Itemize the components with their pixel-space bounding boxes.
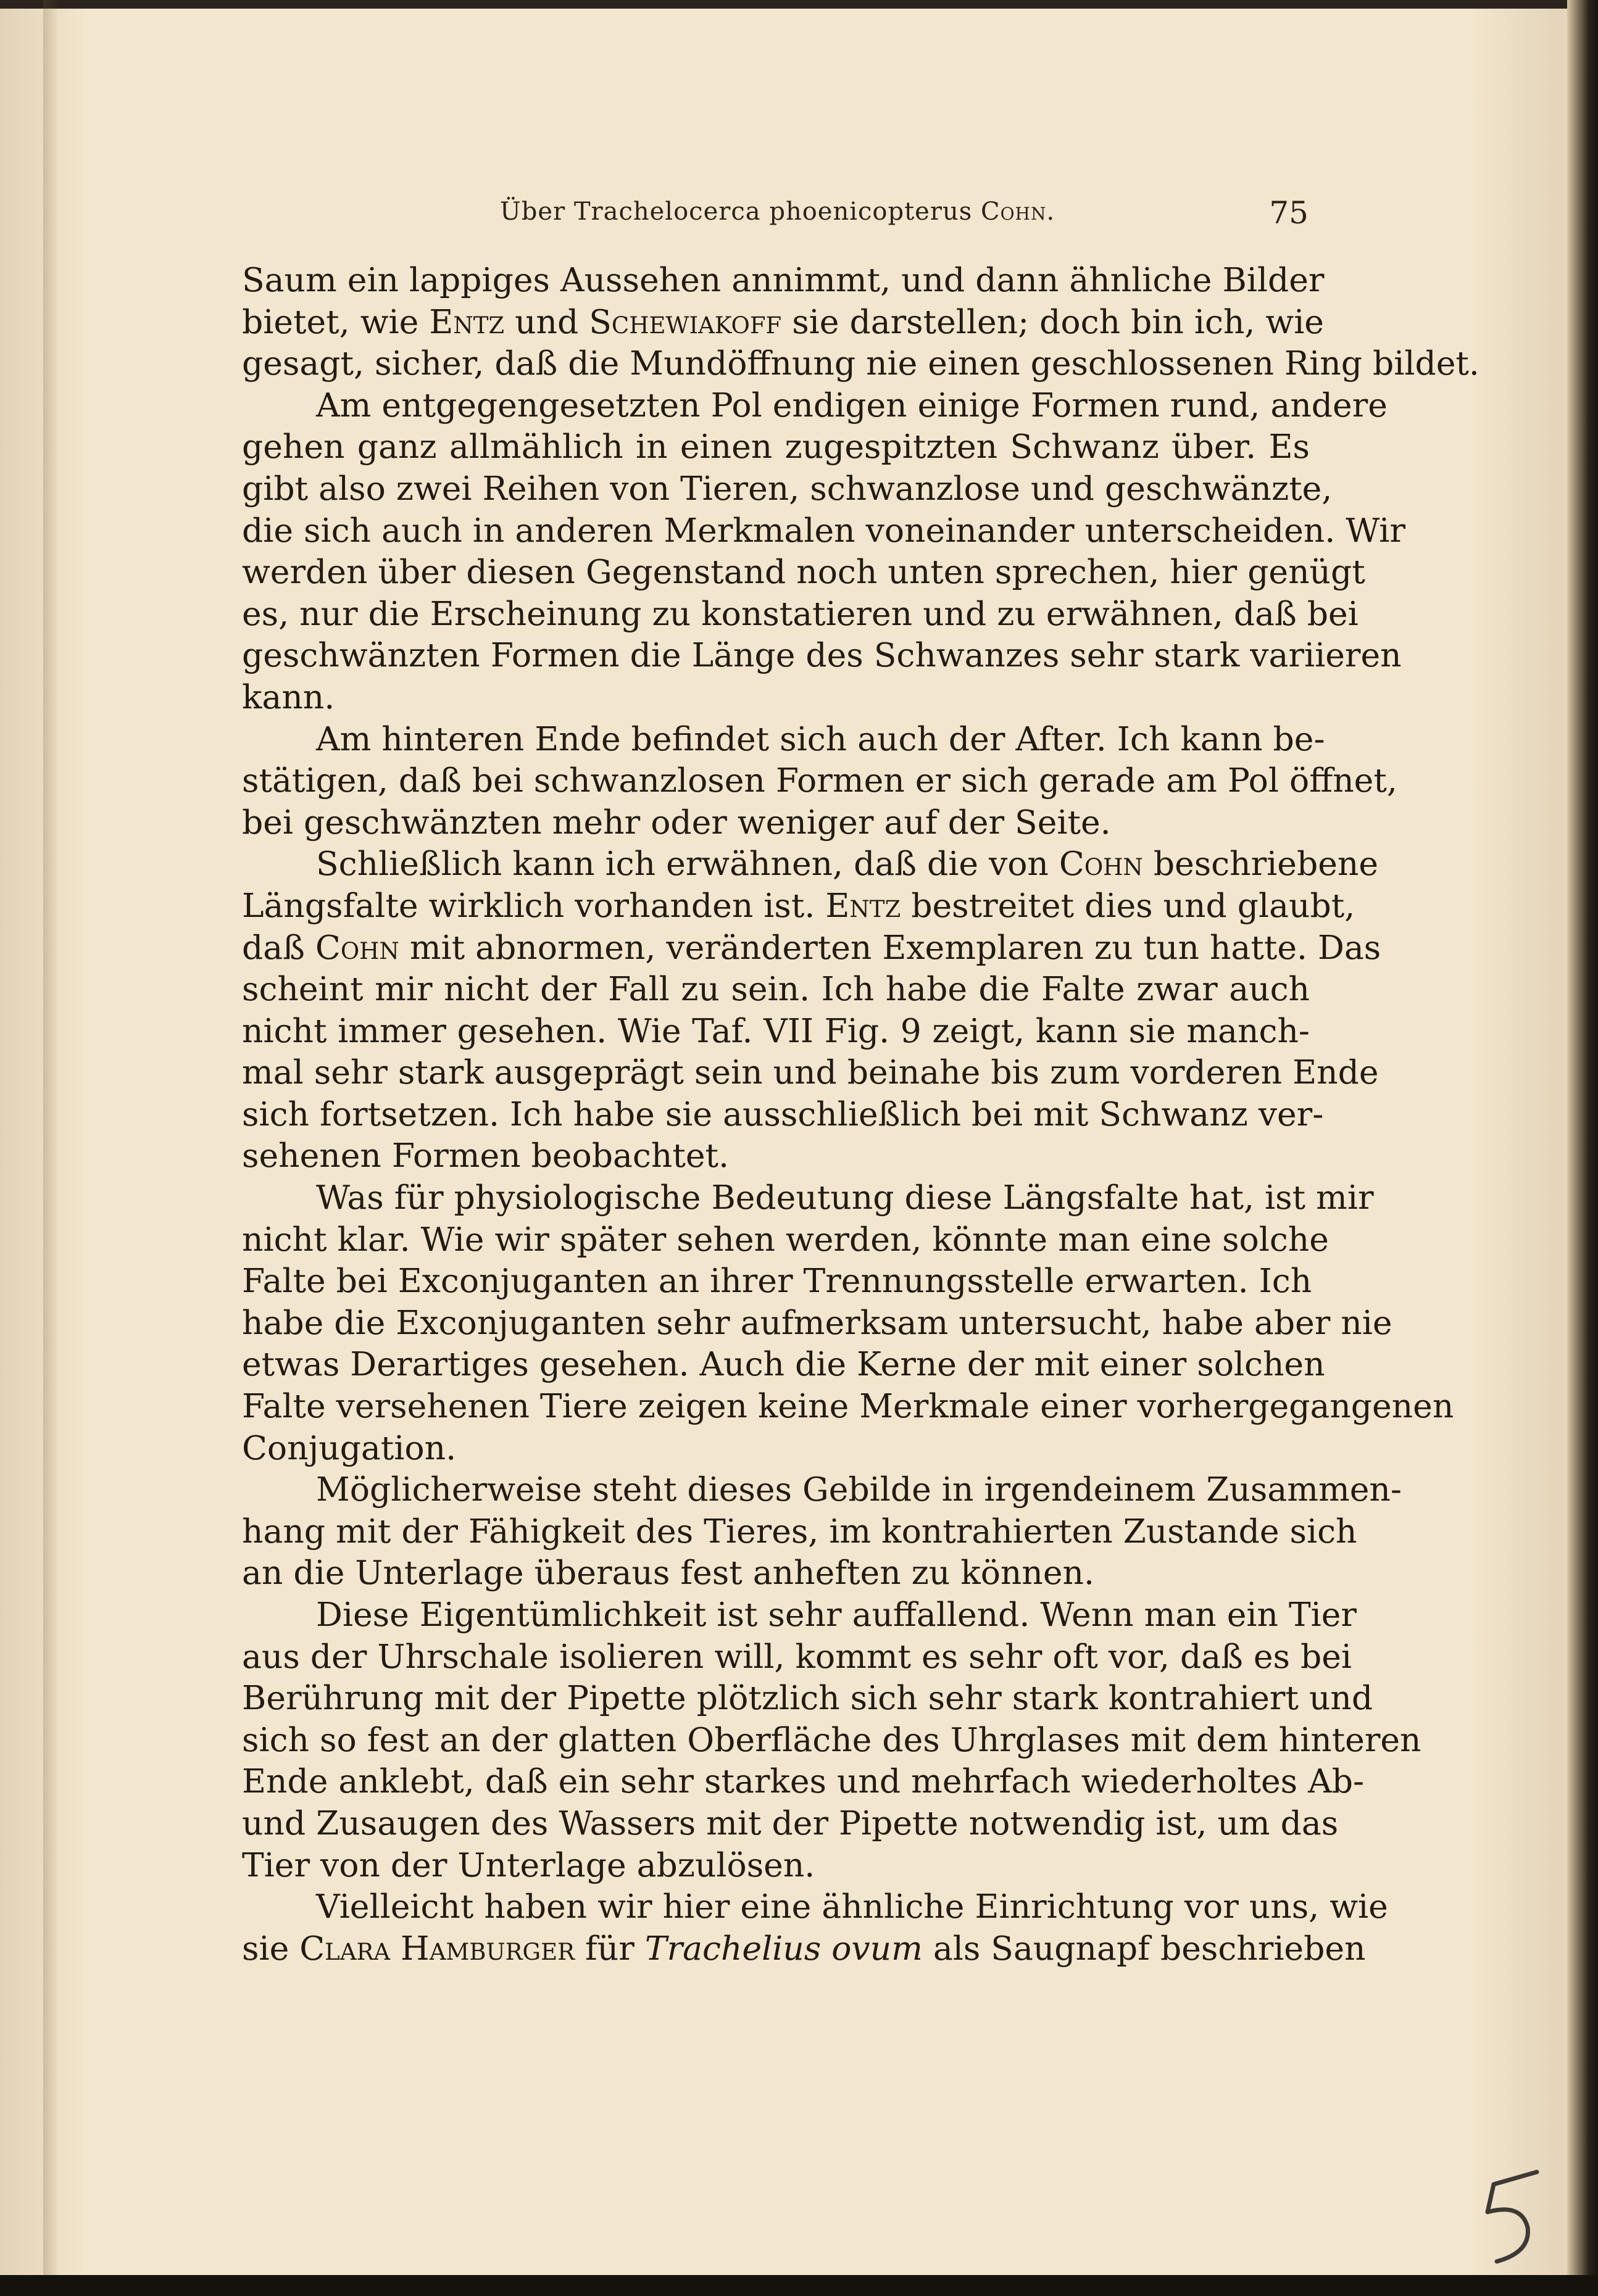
text-line: aus der Uhrschale isolieren will, kommt es sehr oft vor, daß es bei	[242, 1636, 1352, 1676]
text-line	[242, 1928, 1366, 1970]
text-line: etwas Derartiges gesehen. Auch die Kerne der mit einer solchen	[242, 1345, 1325, 1384]
author-name: Entz	[429, 302, 505, 341]
text-run: sie	[242, 1928, 300, 1968]
text-line: Falte bei Exconjuganten an ihrer Trennungsstelle erwarten. Ich	[242, 1261, 1312, 1301]
text-line: scheint mir nicht der Fall zu sein. Ich habe die Falte zwar auch	[242, 969, 1310, 1009]
text-line: Was für physiologische Bedeutung diese Längsfalte hat, ist mir	[316, 1178, 1374, 1217]
text-line	[242, 885, 1355, 927]
text-run: bietet, wie	[242, 302, 430, 341]
text-line: und Zusaugen des Wassers mit der Pipette notwendig ist, um das	[242, 1803, 1339, 1842]
text-line	[242, 927, 1381, 969]
text-line: nicht klar. Wie wir später sehen werden, könnte man eine solche	[242, 1219, 1329, 1259]
running-title-author: Cohn.	[980, 197, 1055, 226]
text-run: und	[504, 302, 589, 341]
handwritten-page-mark	[1469, 2160, 1555, 2271]
author-name: Clara Hamburger	[299, 1928, 575, 1968]
author-name: Cohn	[1059, 844, 1143, 884]
text-line: nicht immer gesehen. Wie Taf. VII Fig. 9 zeigt, kann sie manch-	[242, 1011, 1310, 1050]
text-line: gesagt, sicher, daß die Mundöffnung nie einen geschlossenen Ring bildet.	[242, 344, 1479, 383]
text-run: sie darstellen; doch bin ich, wie	[781, 302, 1324, 341]
text-run: für	[574, 1928, 645, 1968]
text-line: habe die Exconjuganten sehr aufmerksam untersucht, habe aber nie	[242, 1303, 1392, 1342]
text-line: kann.	[242, 677, 335, 716]
text-line: gehen ganz allmählich in einen zugespitzten Schwanz über. Es	[242, 427, 1310, 466]
text-line: Saum ein lappiges Aussehen annimmt, und dann ähnliche Bilder	[242, 260, 1325, 299]
text-run: beschriebene	[1142, 844, 1378, 884]
text-run: daß	[242, 927, 315, 967]
text-line: Tier von der Unterlage abzulösen.	[242, 1845, 815, 1884]
author-name: Entz	[825, 885, 901, 925]
text-line: Berührung mit der Pipette plötzlich sich sehr stark kontrahiert und	[242, 1678, 1373, 1718]
right-edge	[1567, 0, 1598, 2296]
species-name: Trachelius ovum	[644, 1928, 923, 1968]
text-line: bei geschwänzten mehr oder weniger auf der Seite.	[242, 802, 1111, 842]
text-line: hang mit der Fähigkeit des Tieres, im kontrahierten Zustande sich	[242, 1511, 1357, 1551]
text-line: es, nur die Erscheinung zu konstatieren und zu erwähnen, daß bei	[242, 594, 1359, 633]
text-run: Schließlich kann ich erwähnen, daß die von	[316, 844, 1059, 884]
text-line: Möglicherweise steht dieses Gebilde in irgendeinem Zusammen-	[316, 1470, 1402, 1509]
text-line: Diese Eigentümlichkeit ist sehr auffallend. Wenn man ein Tier	[316, 1595, 1357, 1634]
text-line: Vielleicht haben wir hier eine ähnliche Einrichtung vor uns, wie	[316, 1887, 1388, 1926]
author-name: Schewiakoff	[589, 302, 782, 341]
text-line: die sich auch in anderen Merkmalen voneinander unterscheiden. Wir	[242, 510, 1405, 550]
top-edge	[0, 0, 1598, 9]
text-run: als Saugnapf beschrieben	[922, 1928, 1366, 1968]
text-line: Falte versehenen Tiere zeigen keine Merkmale einer vorhergegangenen	[242, 1386, 1454, 1426]
text-run: mit abnormen, veränderten Exemplaren zu tun hatte. Das	[399, 927, 1381, 967]
running-header	[500, 197, 1309, 234]
text-line: geschwänzten Formen die Länge des Schwanzes sehr stark variieren	[242, 636, 1402, 675]
text-line: Conjugation.	[242, 1428, 457, 1467]
text-line: an die Unterlage überaus fest anheften zu können.	[242, 1553, 1094, 1593]
text-line: Ende anklebt, daß ein sehr starkes und mehrfach wiederholtes Ab-	[242, 1762, 1365, 1801]
running-title	[500, 197, 1055, 226]
text-line: sehenen Formen beobachtet.	[242, 1136, 729, 1175]
body-text	[242, 259, 1479, 1969]
text-line: sich fortsetzen. Ich habe sie ausschließlich bei mit Schwanz ver-	[242, 1094, 1324, 1133]
page-number: 75	[1269, 195, 1309, 231]
bottom-edge	[0, 2275, 1598, 2296]
text-line: werden über diesen Gegenstand noch unten sprechen, hier genügt	[242, 552, 1365, 592]
text-line	[242, 301, 1324, 343]
text-run: Längsfalte wirklich vorhanden ist.	[242, 885, 826, 925]
text-line: Am hinteren Ende befindet sich auch der After. Ich kann be-	[316, 719, 1325, 758]
text-run: bestreitet dies und glaubt,	[901, 885, 1355, 925]
author-name: Cohn	[315, 927, 399, 967]
text-line: stätigen, daß bei schwanzlosen Formen er sich gerade am Pol öffnet,	[242, 761, 1397, 800]
text-line: Am entgegengesetzten Pol endigen einige Formen rund, andere	[316, 385, 1388, 425]
text-line: sich so fest an der glatten Oberfläche des Uhrglases mit dem hinteren	[242, 1720, 1421, 1759]
text-line: mal sehr stark ausgeprägt sein und beinahe bis zum vorderen Ende	[242, 1053, 1379, 1092]
running-title-text: Über Trachelocerca phoenicopterus	[500, 197, 981, 226]
page-gutter	[43, 0, 57, 2296]
text-line: gibt also zwei Reihen von Tieren, schwanzlose und geschwänzte,	[242, 468, 1333, 508]
text-line	[242, 843, 1378, 885]
